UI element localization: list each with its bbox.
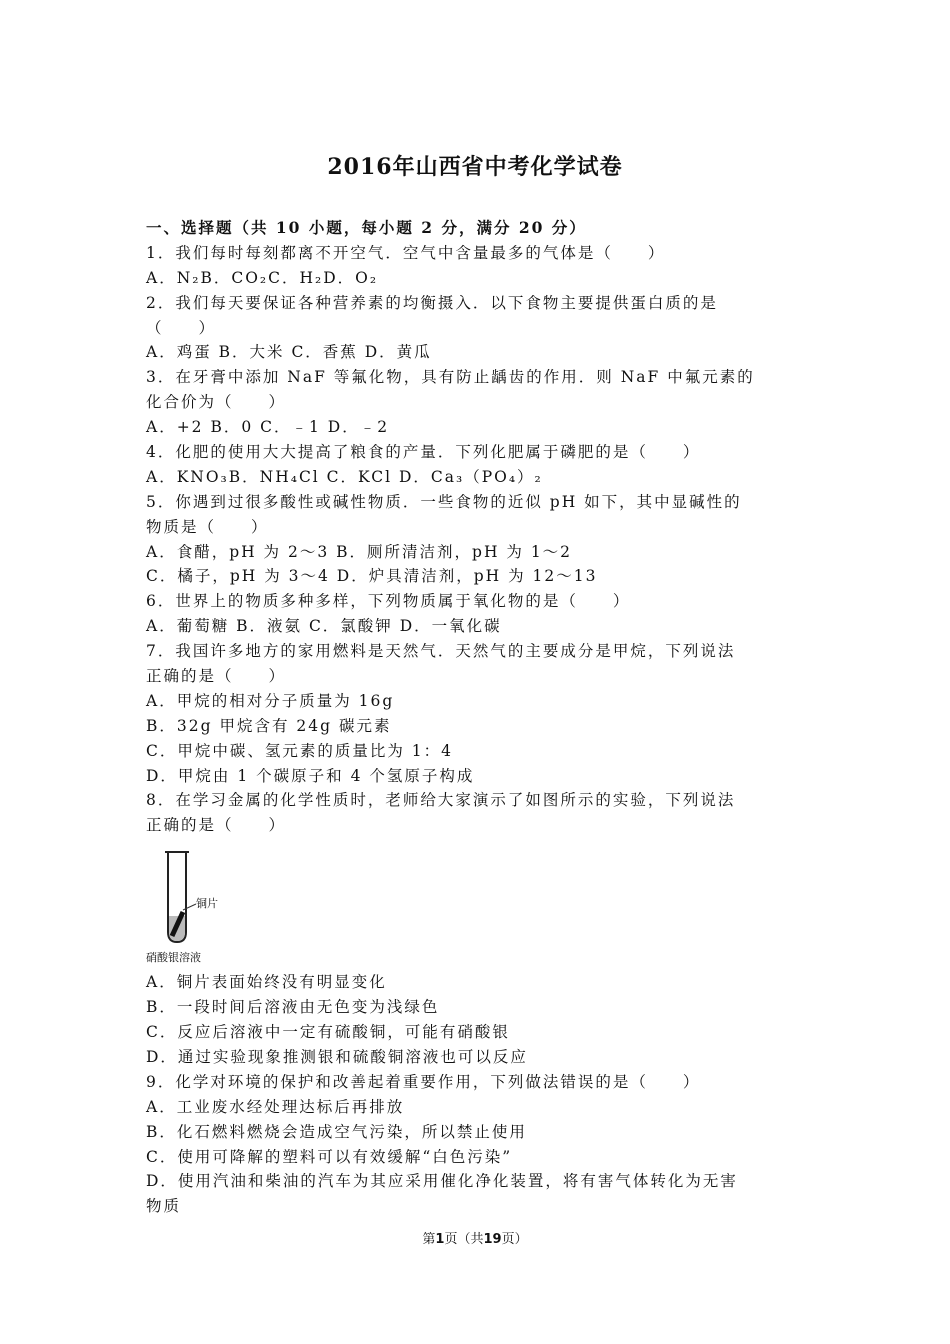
page-title: 2016年山西省中考化学试卷 (327, 154, 623, 180)
section-header: 一、选择题（共 10 小题，每小题 2 分，满分 20 分） (146, 218, 587, 237)
text-line: 3．在牙膏中添加 NaF 等氟化物，具有防止龋齿的作用．则 NaF 中氟元素的 (146, 368, 755, 387)
question-content (146, 216, 816, 1219)
text-line: 9．化学对环境的保护和改善起着重要作用，下列做法错误的是（ ） (146, 1072, 701, 1091)
page-footer (0, 1228, 950, 1247)
text-line: 正确的是（ ） (146, 816, 287, 835)
text-line: A．N₂B．CO₂C．H₂D．O₂ (146, 268, 379, 287)
text-line: A．葡萄糖 B．液氨 C．氯酸钾 D．一氧化碳 (146, 617, 502, 636)
text-line: B．一段时间后溶液由无色变为浅绿色 (146, 998, 440, 1017)
text-line: 8．在学习金属的化学性质时，老师给大家演示了如图所示的实验，下列说法 (146, 791, 736, 810)
footer-middle: 页（共 (444, 1232, 484, 1247)
text-line: 化合价为（ ） (146, 393, 287, 412)
text-line: 6．世界上的物质多种多样，下列物质属于氧化物的是（ ） (146, 592, 631, 611)
text-line: C．使用可降解的塑料可以有效缓解“白色污染” (146, 1147, 513, 1166)
total-pages: 19 (483, 1232, 502, 1247)
text-line: 物质是（ ） (146, 517, 269, 536)
solution-label: 硝酸银溶液 (146, 951, 201, 965)
text-line: A．工业废水经处理达标后再排放 (146, 1097, 405, 1116)
page-number: 1 (435, 1232, 445, 1247)
text-line: B．化石燃料燃烧会造成空气污染，所以禁止使用 (146, 1122, 527, 1141)
text-line: A．+2 B．0 C．﹣1 D．﹣2 (146, 418, 390, 437)
text-line: A．食醋，pH 为 2～3 B．厕所清洁剂，pH 为 1～2 (146, 542, 573, 561)
text-line: 1．我们每时每刻都离不开空气．空气中含量最多的气体是（ ） (146, 243, 666, 262)
text-line: 正确的是（ ） (146, 667, 287, 686)
experiment-figure (146, 846, 226, 964)
text-line: D．使用汽油和柴油的汽车为其应采用催化净化装置，将有害气体转化为无害 (146, 1172, 738, 1191)
questions-part-1 (146, 241, 816, 838)
footer-suffix: 页） (501, 1232, 528, 1247)
text-line: A．鸡蛋 B．大米 C．香蕉 D．黄瓜 (146, 343, 432, 362)
text-line: A．铜片表面始终没有明显变化 (146, 973, 387, 992)
text-line: 7．我国许多地方的家用燃料是天然气．天然气的主要成分是甲烷，下列说法 (146, 642, 736, 661)
copper-label: 铜片 (196, 897, 218, 911)
footer-prefix: 第 (422, 1232, 436, 1247)
text-line: A．甲烷的相对分子质量为 16g (146, 691, 395, 710)
text-line: C．甲烷中碳、氢元素的质量比为 1：4 (146, 741, 454, 760)
text-line: C．反应后溶液中一定有硫酸铜，可能有硝酸银 (146, 1023, 510, 1042)
text-line: C．橘子，pH 为 3～4 D．炉具清洁剂，pH 为 12～13 (146, 567, 598, 586)
text-line: 2．我们每天要保证各种营养素的均衡摄入．以下食物主要提供蛋白质的是 (146, 293, 718, 312)
text-line: 4．化肥的使用大大提高了粮食的产量．下列化肥属于磷肥的是（ ） (146, 443, 701, 462)
text-line: 物质 (146, 1197, 182, 1216)
text-line: 5．你遇到过很多酸性或碱性物质．一些食物的近似 pH 如下，其中显碱性的 (146, 492, 742, 511)
text-line: A．KNO₃B．NH₄Cl C．KCl D．Ca₃（PO₄）₂ (146, 467, 543, 486)
text-line: D．通过实验现象推测银和硫酸铜溶液也可以反应 (146, 1047, 528, 1066)
text-line: B．32g 甲烷含有 24g 碳元素 (146, 716, 392, 735)
questions-part-2 (146, 970, 816, 1219)
text-line: D．甲烷由 1 个碳原子和 4 个氢原子构成 (146, 766, 475, 785)
text-line: （ ） (146, 318, 217, 337)
